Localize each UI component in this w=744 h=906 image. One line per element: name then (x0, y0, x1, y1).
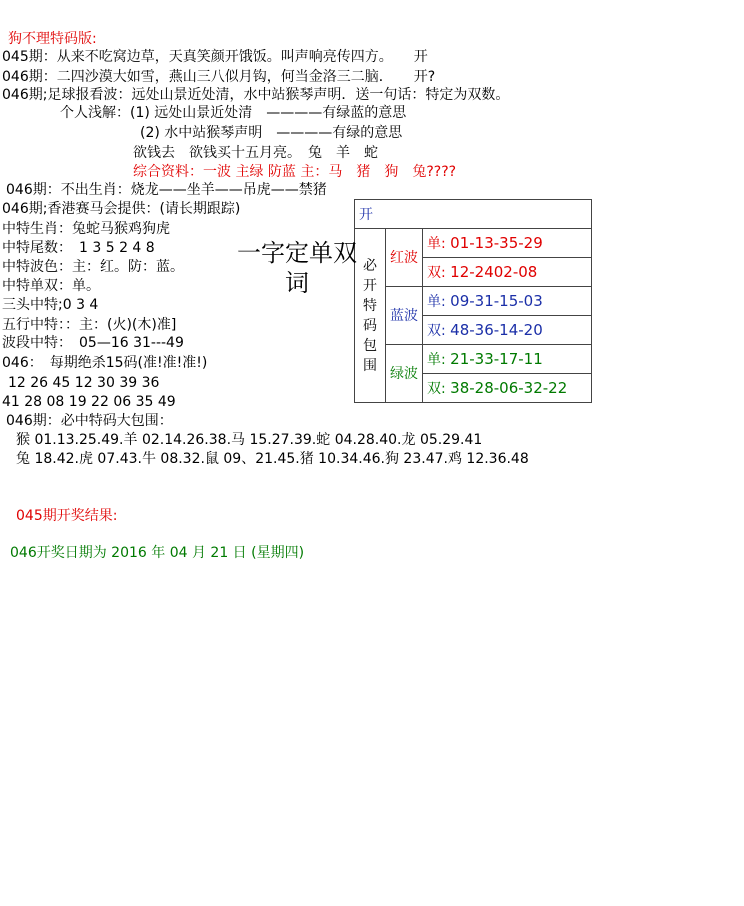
analysis-3: 欲钱去 欲钱买十五月亮。 兔 羊 蛇 (133, 145, 378, 161)
result-045: 045期开奖结果: (16, 508, 118, 524)
numbers-row-1: 12 26 45 12 30 39 36 (8, 375, 160, 391)
big-pack-title: 046期：必中特码大包围： (6, 413, 173, 429)
green-odd-numbers: 21-33-17-11 (450, 350, 543, 368)
overlay-line-2: 词 (285, 269, 309, 297)
line-046b: 046期;足球报看波：远处山景近处清，水中站猴琴声明．送一句话：特定为双数。 (2, 87, 510, 103)
blue-even-label: 双: (427, 323, 446, 339)
hk-line: 046期;香港赛马会提供：(请长期跟踪) (2, 201, 241, 217)
red-wave-label: 红波 (386, 229, 423, 287)
line-045: 045期：从来不吃窝边草，天真笑颜开饿饭。叫声响亮传四方。 开 (2, 49, 428, 65)
line-046a: 046期：二四沙漠大如雪，燕山三八似月钩，何当金洛三二脑． 开? (2, 69, 436, 85)
red-odd-label: 单: (427, 236, 446, 252)
blue-odd (423, 287, 592, 316)
red-odd (423, 229, 592, 258)
head-numbers: 三头中特;0 3 4 (2, 297, 99, 313)
odd-even-table (354, 199, 592, 403)
wave-color: 中特波色：主：红。防：蓝。 (2, 259, 184, 275)
kill-line: 046： 每期绝杀15码(准!准!准!) (2, 355, 208, 371)
numbers-row-2: 41 28 08 19 22 06 35 49 (2, 394, 176, 410)
no-shengxiao: 046期：不出生肖：烧龙——坐羊——吊虎——禁猪 (6, 182, 327, 198)
table-open-cell: 开 (355, 200, 592, 229)
blue-odd-label: 单: (427, 294, 446, 310)
tail-numbers: 中特尾数： 1 3 5 2 4 8 (2, 240, 155, 256)
blue-odd-numbers: 09-31-15-03 (450, 292, 543, 310)
overlay-line-1: 一字定单双 (237, 239, 357, 267)
red-even (423, 258, 592, 287)
overlay-text (222, 238, 372, 298)
green-odd-label: 单: (427, 352, 446, 368)
green-even (423, 374, 592, 403)
vertical-text: 必开特码包围 (363, 257, 377, 374)
blue-even-numbers: 48-36-14-20 (450, 321, 543, 339)
summary-line: 综合资料：一波 主绿 防蓝 主：马 猪 狗 兔???? (133, 164, 457, 180)
zodiac-row-1: 猴 01.13.25.49.羊 02.14.26.38.马 15.27.39.蛇 04.28.40.龙 05.29.41 (16, 432, 483, 448)
red-even-numbers: 12-2402-08 (450, 263, 538, 281)
segment: 波段中特： 05—16 31---49 (2, 335, 184, 351)
analysis-1: 个人浅解：(1) 远处山景近处清 ————有绿蓝的意思 (60, 105, 407, 121)
blue-even (423, 316, 592, 345)
wuxing: 五行中特：：主：(火)(木)准] (2, 317, 177, 333)
red-even-label: 双: (427, 265, 446, 281)
page-title: 狗不理特码版: (8, 31, 97, 47)
green-even-numbers: 38-28-06-32-22 (450, 379, 568, 397)
green-odd (423, 345, 592, 374)
date-046: 046开奖日期为 2016 年 04 月 21 日 (星期四) (10, 545, 305, 561)
red-odd-numbers: 01-13-35-29 (450, 234, 543, 252)
zhong-shengxiao: 中特生肖：兔蛇马猴鸡狗虎 (2, 221, 170, 237)
analysis-2: (2) 水中站猴琴声明 ————有绿的意思 (140, 125, 403, 141)
blue-wave-label: 蓝波 (386, 287, 423, 345)
green-wave-label: 绿波 (386, 345, 423, 403)
odd-even: 中特单双：单。 (2, 278, 100, 294)
zodiac-row-2: 兔 18.42.虎 07.43.牛 08.32.鼠 09、21.45.猪 10.34.46.狗 23.47.鸡 12.36.48 (16, 451, 529, 467)
green-even-label: 双: (427, 381, 446, 397)
